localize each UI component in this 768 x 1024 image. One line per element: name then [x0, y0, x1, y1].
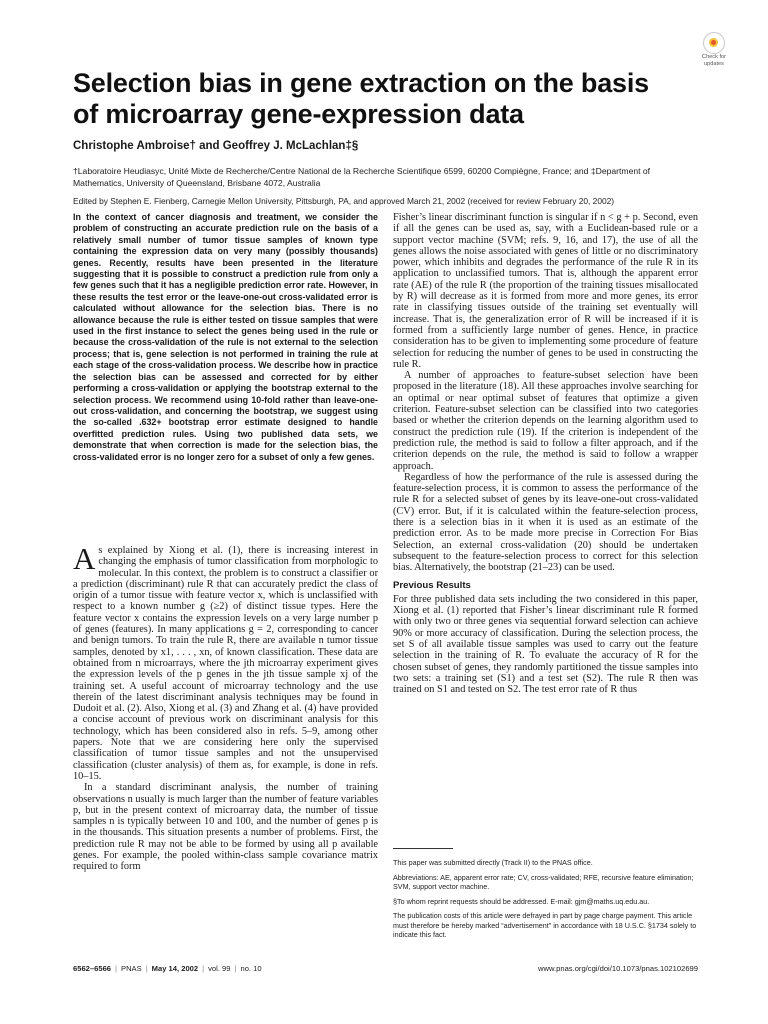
footnote: Abbreviations: AE, apparent error rate; CV, cross-validated; RFE, recursive feature elimination; SVM, support vector machine. — [393, 872, 694, 891]
footnote: §To whom reprint requests should be addressed. E-mail: gjm@maths.uq.edu.au. — [393, 896, 650, 906]
affiliations: †Laboratoire Heudiasyc, Unité Mixte de Recherche/Centre National de la Recherche Scientifique 6599, 60200 Compiègne, France; and ‡Department of Mathematics, University of Queensland, Brisbane 4072, Australia — [73, 166, 651, 188]
volume: vol. 99 — [208, 964, 231, 973]
footnotes — [393, 858, 698, 945]
body-paragraph: For three published data sets including the two considered in this paper, Xiong et al. (1) reported that Fisher’s linear discriminant rule R formed with only two or three genes via sequential forward selection can achieve 90% or more accuracy of classification. During the selection process, the set S of all available tissue samples was used to carry out the feature selection in the training of R. To evaluate the accuracy of R for the chosen subset of genes, they randomly partitioned the tissue samples into two sets: a training set (S1) and a test set (S2). The rule R then was trained on S1 and tested on S2. The test error rate of R thus — [393, 593, 698, 696]
article-title: Selection bias in gene extraction on the basis of microarray gene-expression data — [73, 68, 649, 129]
footnote: The publication costs of this article were defrayed in part by page charge payment. This article must therefore be hereby marked “advertisement” in accordance with 18 U.S.C. §1734 solely to indicate this fact. — [393, 911, 697, 939]
body-paragraph: A number of approaches to feature-subset selection have been proposed in the literature (18). All these approaches involve searching for an optimal or near optimal subset of features that optimize a given criterion. Feature-subset selection can be classified into two categories based or whether the criterion depends on the learning algorithm used to construct the prediction rule (19). If the criterion is independent of the prediction rule, the method is said to follow a filter approach, and if the criterion depends on the rule, the method is said to follow a wrapper approach. — [393, 370, 698, 472]
badge-label — [698, 54, 730, 67]
separator: | — [145, 964, 148, 973]
separator: | — [202, 964, 205, 973]
footnote-divider — [393, 848, 453, 849]
issue-date: May 14, 2002 — [151, 964, 199, 973]
body-paragraph — [73, 541, 378, 782]
footnote: This paper was submitted directly (Track II) to the PNAS office. — [393, 858, 593, 867]
badge-label-line1: Check for — [702, 54, 726, 60]
body-paragraph: Regardless of how the performance of the rule is assessed during the feature-selection process, it is common to assess the performance of the rule R for a selected subset of genes by its leave-one-out cross-validated (CV) error. But, if it is calculated within the feature-selection process, there is a selection bias in it when it is used as an estimate of the prediction error. As to be made more precise in Correction For Bias Selection, an external cross-validation (20) should be undertaken subsequent to the feature-selection process to correct for this selection bias. Alternatively, the bootstrap (21–23) can be used. — [393, 471, 698, 574]
section-heading: Previous Results — [393, 579, 471, 591]
check-for-updates-icon — [703, 32, 725, 54]
badge-label-line2: updates — [704, 60, 724, 67]
journal-name: PNAS — [121, 964, 142, 973]
page-footer-left — [73, 964, 262, 973]
body-paragraph: In a standard discriminant analysis, the number of training observations n usually is much larger than the number of feature variables p, but in the present context of microarray data, the number of tissue samples n is typically between 10 and 100, and the number of genes p is in the thousands. This situation presents a number of problems. First, the prediction rule R may not be able to be formed by using all p available genes. For example, the pooled within-class sample covariance matrix required to form — [73, 782, 378, 873]
badge-dot-icon — [709, 38, 718, 47]
drop-cap: A — [73, 541, 96, 576]
body-paragraph: Fisher’s linear discriminant function is singular if n < g + p. Second, even if all the genes can be used as, say, with a Euclidean-based rule or a support vector machine (SVM; refs. 9, 16, and 17), the use of all the genes allows the noise associated with genes of little or no discriminatory power, which inhibits and degrades the performance of the rule R in its application to unclassified tumors. That is, although the apparent error rate (AE) of the rule R (the proportion of the training tissues misallocated by R) will decrease as it is formed from more and more genes, its error rate in classifying tissues outside of the training set eventually will increase. That is, the generalization error of R will be increased if it is formed from a sufficiently large number of genes. Hence, in practice consideration has to be given to implementing some procedure of feature selection for reducing the number of genes to be used in constructing the rule R. — [393, 212, 698, 370]
paragraph-text: s explained by Xiong et al. (1), there is increasing interest in changing the emphasis of tumor classification from morphologic to molecular. In this context, the problem is to construct a classifier or a prediction (discriminant) rule R that can accurately predict the class of origin of a tumor tissue with feature vector x, which is unclassified with respect to a known number g (≥2) of distinct tissue types. Here the feature vector x contains the expression levels on a very large number p of genes (features). In many applications g = 2, corresponding to cancer and benign tumors. To train the rule R, there are available n tumor tissue samples, denoted by x1, . . . , xn, of known classification. These data are obtained from n microarrays, where the jth microarray experiment gives the expression levels of the p genes in the jth tissue sample xj of the training set. A useful account of microarray technology and the use therein of the latest discriminant analysis techniques may be found in Dudoit et al. (2). Also, Xiong et al. (3) and Zhang et al. (4) have provided a concise account of previous work on discriminant analysis for this technology, which has been considered also in refs. 5–9, among other papers. Note that we are considering here only the supervised classification of tumor tissue samples and not the unsupervised classification (cluster analysis) of them as, for example, is done in refs. 10–15. — [73, 545, 378, 782]
author-list: Christophe Ambroise† and Geoffrey J. McLachlan‡§ — [73, 140, 359, 152]
body-column-left — [73, 541, 378, 873]
doi-link[interactable]: www.pnas.org/cgi/doi/10.1073/pnas.102102699 — [537, 964, 698, 973]
page-range: 6562–6566 — [73, 964, 112, 973]
issue-number: no. 10 — [240, 964, 262, 973]
editor-note: Edited by Stephen E. Fienberg, Carnegie Mellon University, Pittsburgh, PA, and approved March 21, 2002 (received for review February 20, 2002) — [73, 196, 615, 206]
check-for-updates-badge[interactable] — [698, 32, 730, 72]
abstract: In the context of cancer diagnosis and treatment, we consider the problem of constructing an accurate prediction rule on the basis of a relatively small number of tumor tissue samples of known type containing the expression data on very many (possibly thousands) genes. Recently, results have been presented in the literature suggesting that it is possible to construct a prediction rule from only a few genes such that it has a negligible prediction error rate. However, in these results the test error or the leave-one-out cross-validated error is calculated without allowance for the selection bias. There is no allowance because the rule is either tested on tissue samples that were used in the first instance to select the genes being used in the rule or because the cross-validation of the rule is not external to the selection process; that is, gene selection is not performed in training the rule at each stage of the cross-validation process. We describe how in practice the selection bias can be assessed and corrected for by either performing a cross-validation or applying the bootstrap external to the selection process. We recommend using 10-fold rather than leave-one-out cross-validation, and concerning the bootstrap, we suggest using the so-called .632+ bootstrap error estimate designed to handle overfitted prediction rules. Using two published data sets, we demonstrate that when correction is made for the selection bias, the cross-validated error is no longer zero for a subset of only a few genes. — [73, 212, 378, 462]
separator: | — [234, 964, 237, 973]
separator: | — [115, 964, 117, 973]
body-column-right — [393, 212, 698, 695]
